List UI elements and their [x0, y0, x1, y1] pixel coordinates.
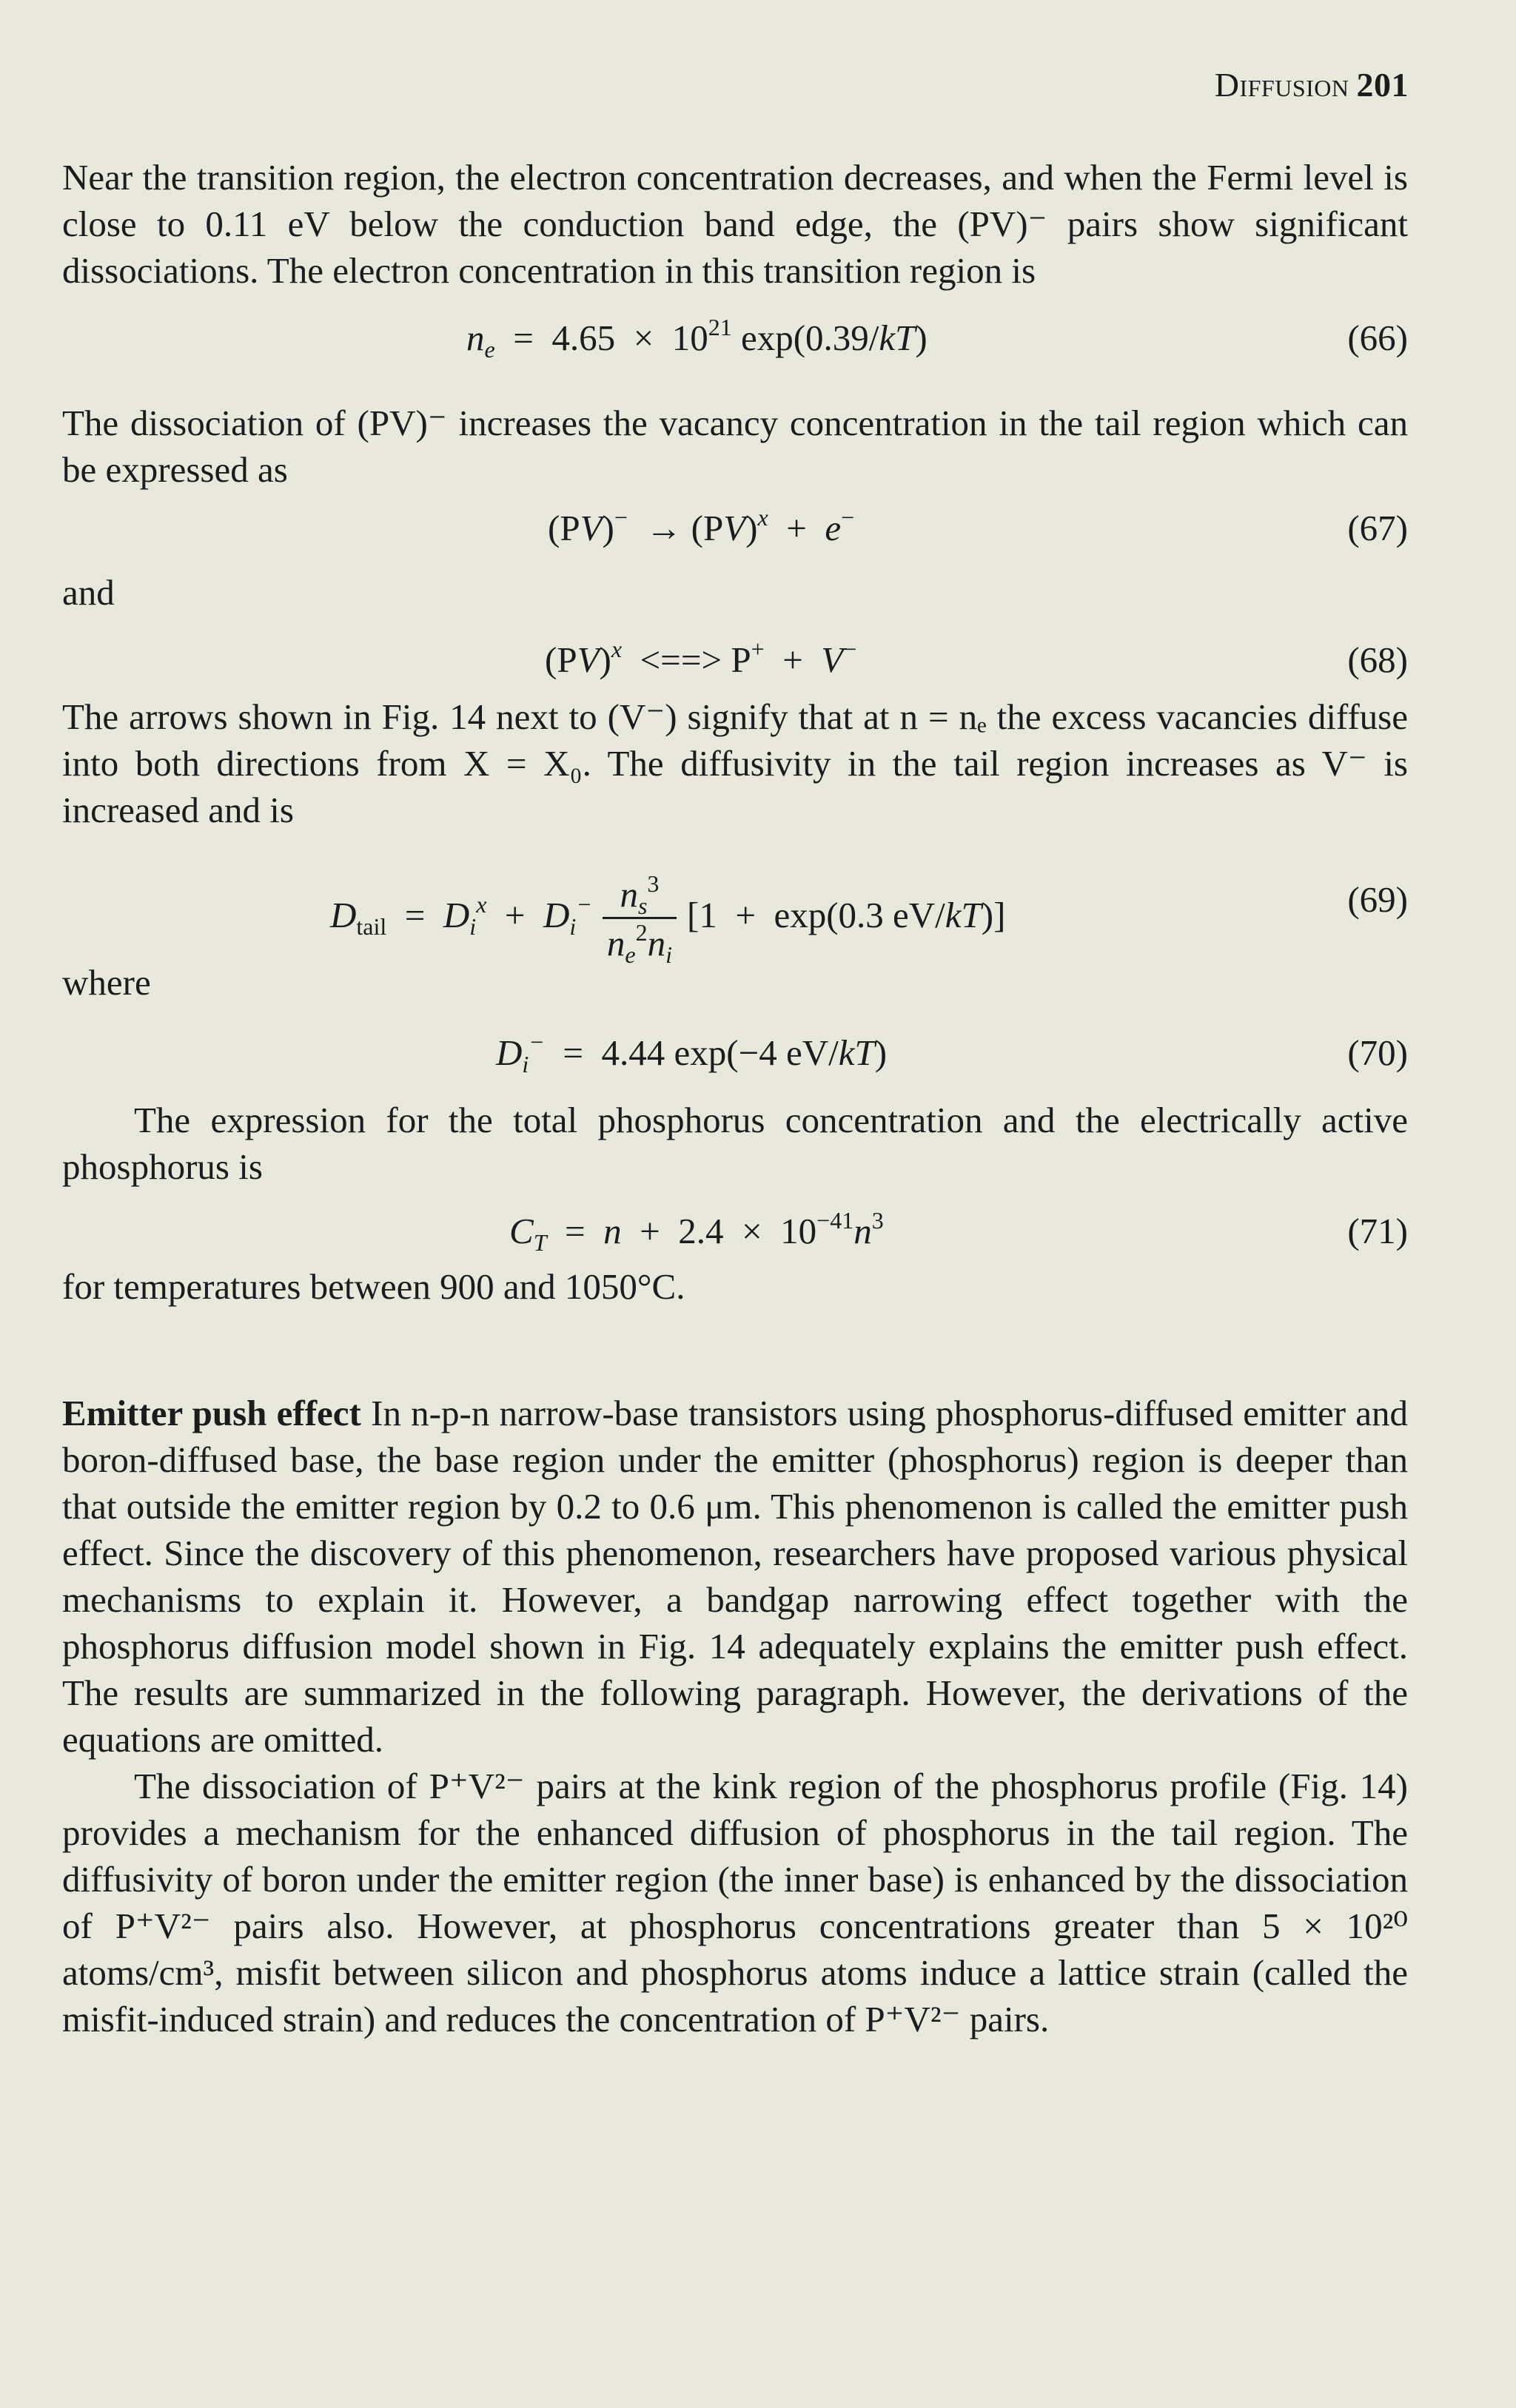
- text-body: [62, 154, 1408, 2042]
- equation-70: [62, 1029, 1408, 1076]
- page-number: 201: [1356, 66, 1409, 104]
- running-head: [1215, 65, 1409, 104]
- paragraph-dissociation: The dissociation of (PV)⁻ increases the vacancy concentration in the tail region which can be expressed as: [62, 403, 1408, 490]
- equation-70-number: (70): [1347, 1032, 1408, 1073]
- equation-68: [62, 636, 1408, 683]
- word-where: where: [62, 962, 151, 1003]
- paragraph-arrows-fig14: The arrows shown in Fig. 14 next to (V⁻) signify that at n = nₑ the excess vacancies diffuse into both directions from X = X₀. The diffusivity in the tail region increases as V⁻ is increased and is: [62, 696, 1408, 830]
- equation-68-expression: (PV)$^x$ <==> P+ + V−: [545, 636, 857, 680]
- equation-71: [62, 1208, 1408, 1254]
- paragraph-emitter-push: [62, 1390, 1408, 1763]
- equation-66-number: (66): [1347, 317, 1408, 358]
- fraction-numerator: $n_s^3$: [603, 876, 677, 919]
- paragraph-total-phosphorus: The expression for the total phosphorus concentration and the electrically active phosphorus is: [62, 1100, 1408, 1187]
- section-title: Diffusion: [1214, 66, 1349, 104]
- equation-66-expression: $n_e = 4.65 \times 10^{21}$ exp(0.39/kT): [466, 314, 928, 363]
- emitter-push-text: In n-p-n narrow-base transistors using phosphorus-diffused emitter and boron-diffused base, the base region under the emitter (phosphorus) region is deeper than that outside the emitter region by 0.2 to 0.6 μm. This phenomenon is called the emitter push effect. Since the discovery of this phenomenon, researchers have proposed various physical mechanisms to explain it. However, a bandgap narrowing effect together with the phosphorus diffusion model shown in Fig. 14 adequately explains the emitter push effect. The results are summarized in the following paragraph. However, the derivations of the equations are omitted.: [62, 1393, 1408, 1760]
- equation-66: [62, 315, 1408, 361]
- paragraph-temperatures: for temperatures between 900 and 1050°C.: [62, 1266, 685, 1307]
- emitter-push-heading: Emitter push effect: [62, 1393, 361, 1433]
- equation-67-expression: (PV)− → (PV)$^x$ + e−: [548, 504, 855, 548]
- equation-67: [62, 505, 1408, 551]
- equation-69: [62, 850, 1408, 968]
- fraction-denominator: $n_e^2n_i$: [606, 919, 672, 968]
- equation-69-number: (69): [1347, 879, 1408, 920]
- word-and: and: [62, 572, 115, 613]
- equation-70-expression: $D_i^- = 4.44$ exp(−4 eV/kT): [496, 1029, 888, 1077]
- equation-68-number: (68): [1347, 639, 1408, 680]
- equation-69-fraction: [603, 870, 677, 968]
- paragraph-pv-dissociation: The dissociation of P⁺V²⁻ pairs at the kink region of the phosphorus profile (Fig. 14) provides a mechanism for the enhanced diffusion of phosphorus in the tail region. The diffusivity of boron under the emitter region (the inner base) is enhanced by the dissociation of P⁺V²⁻ pairs also. However, at phosphorus concentrations greater than 5 × 10²⁰ atoms/cm³, misfit between silicon and phosphorus atoms induce a lattice strain (called the misfit-induced strain) and reduces the concentration of P⁺V²⁻ pairs.: [62, 1766, 1408, 2039]
- paragraph-transition-region: Near the transition region, the electron concentration decreases, and when the Fermi level is close to 0.11 eV below the conduction band edge, the (PV)⁻ pairs show significant dissociations. The electron concentration in this transition region is: [62, 157, 1408, 291]
- equation-69-expression: $D_{tail} = D_i^x + D_i^-$ $\frac{n_s^3}{n_e^2n_i}$ [1 + exp(0.3 eV/kT)]: [330, 870, 1006, 968]
- equation-71-expression: $C_T = n + 2.4 \times 10^{-41}n^3$: [509, 1207, 884, 1256]
- equation-67-number: (67): [1347, 508, 1408, 548]
- equation-71-number: (71): [1347, 1211, 1408, 1251]
